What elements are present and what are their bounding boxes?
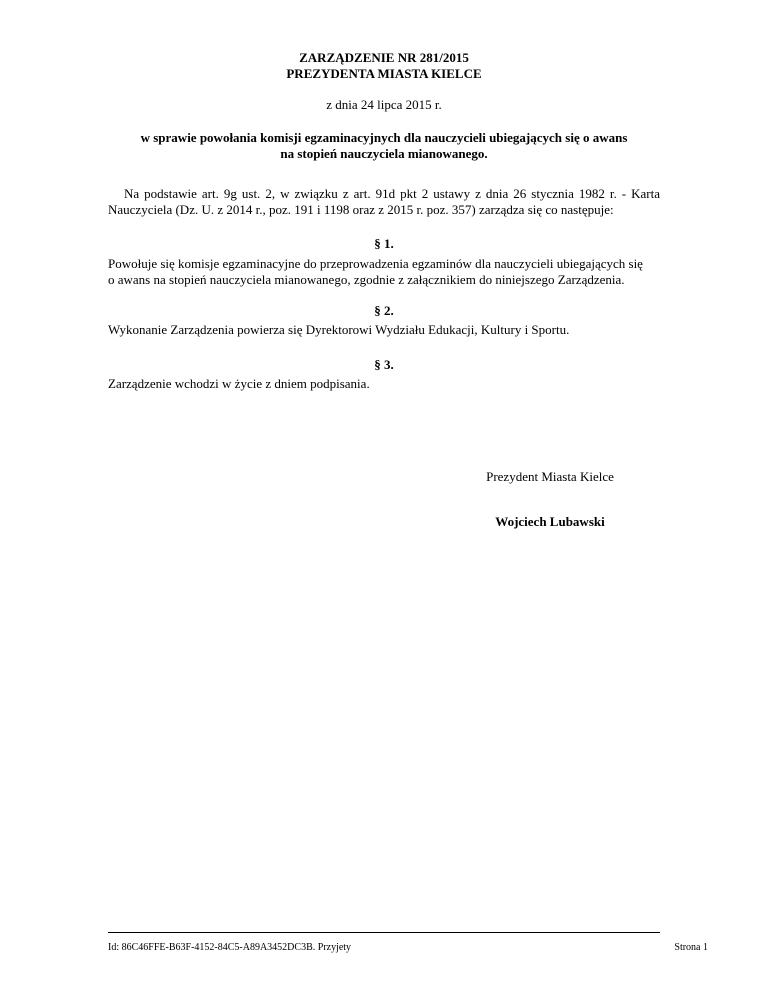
signatory-name: Wojciech Lubawski — [495, 514, 605, 529]
section-text-2: Wykonanie Zarządzenia powierza się Dyrektorowi Wydziału Edukacji, Kultury i Sportu. — [108, 322, 570, 337]
subject-line1: w sprawie powołania komisji egzaminacyjnych dla nauczycieli ubiegających się o awans — [140, 130, 628, 145]
section-text-1-line2: o awans na stopień nauczyciela mianowanego, zgodnie z załącznikiem do niniejszego Zarządzenia. — [108, 272, 625, 287]
signatory-role: Prezydent Miasta Kielce — [486, 469, 614, 484]
document-subject — [0, 130, 768, 162]
section-number-3: § 3. — [374, 357, 394, 372]
section-number-1: § 1. — [374, 236, 394, 251]
footer-page-number: Strona 1 — [674, 942, 708, 953]
footer-document-id: Id: 86C46FFE-B63F-4152-84C5-A89A3452DC3B. Przyjety — [108, 942, 352, 953]
document-title-line1: ZARZĄDZENIE NR 281/2015 — [299, 50, 469, 65]
document-title-line2: PREZYDENTA MIASTA KIELCE — [286, 66, 482, 81]
subject-line2: na stopień nauczyciela mianowanego. — [280, 146, 488, 161]
section-text-1 — [108, 256, 660, 288]
section-text-1-line1: Powołuje się komisje egzaminacyjne do przeprowadzenia egzaminów dla nauczycieli ubiegających się — [108, 256, 643, 271]
legal-basis-paragraph: Na podstawie art. 9g ust. 2, w związku z art. 91d pkt 2 ustawy z dnia 26 stycznia 1982 r. - Karta Nauczyciela (Dz. U. z 2014 r., poz. 191 i 1198 oraz z 2015 r. poz. 357) zarządza się co następuje: — [108, 186, 660, 217]
document-date: z dnia 24 lipca 2015 r. — [326, 97, 442, 112]
section-number-2: § 2. — [374, 303, 394, 318]
section-text-3: Zarządzenie wchodzi w życie z dniem podpisania. — [108, 376, 370, 391]
footer-divider — [108, 932, 660, 933]
